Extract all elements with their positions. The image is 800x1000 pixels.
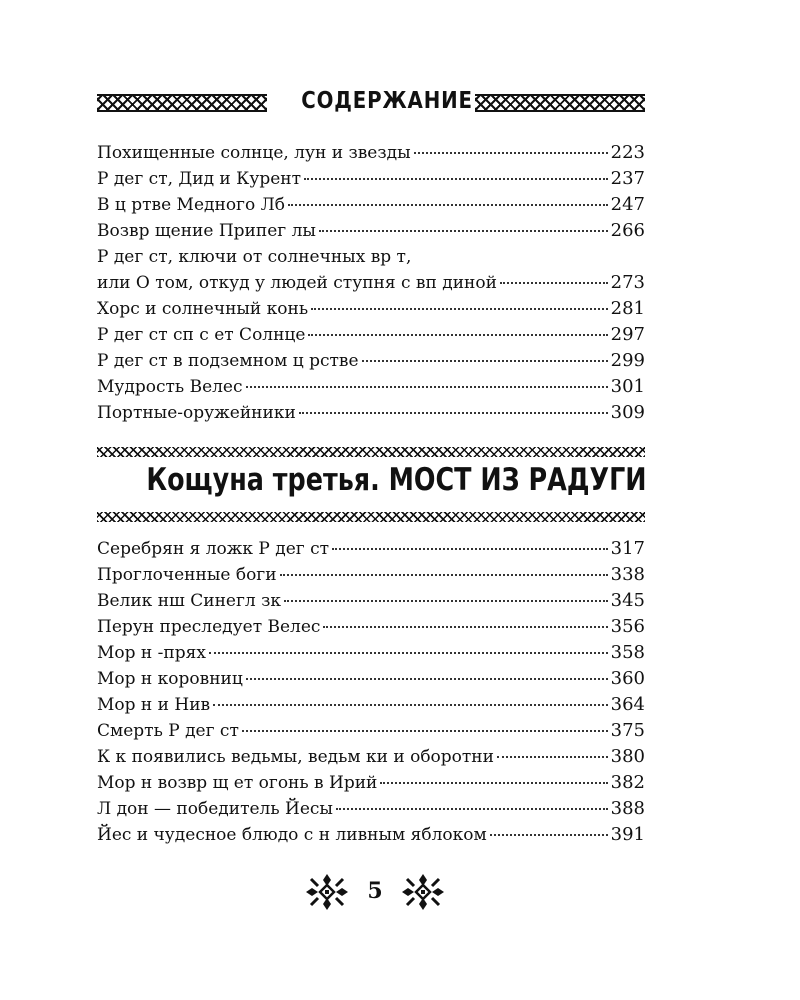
dot-leader [323,626,607,628]
toc-entry[interactable] [97,296,645,322]
dot-leader [299,412,608,414]
dot-leader [414,152,608,154]
toc-section-2 [97,536,645,848]
toc-entry-page: 223 [610,142,645,163]
toc-entry-title: Перун преследует Велес [97,617,321,637]
toc-entry-title: Р дег ст, ключи от солнечных вр т, [97,247,412,267]
dot-leader [280,574,608,576]
dot-leader [209,652,608,654]
toc-entry-title: Л дон — победитель Йесы [97,799,333,819]
dot-leader [242,730,608,732]
toc-entry-page: 360 [610,668,645,689]
toc-entry-page: 299 [610,350,645,371]
dot-leader [311,308,608,310]
toc-entry-page: 380 [610,746,645,767]
toc-entry[interactable] [97,374,645,400]
toc-entry-page: 281 [610,298,645,319]
dot-leader [490,834,608,836]
toc-entry-title: Р дег ст, Дид и Курент [97,169,302,189]
toc-entry-title: Хорс и солнечный конь [97,299,309,319]
toc-entry[interactable] [97,666,645,692]
dot-leader [362,360,608,362]
toc-entry-title: Проглоченные боги [97,565,277,585]
page-title: СОДЕРЖАНИЕ [301,88,473,114]
toc-entry-page: 391 [610,824,645,845]
toc-entry[interactable] [97,270,645,296]
toc-entry-title: Возвр щение Припег лы [97,221,316,241]
toc-entry[interactable] [97,744,645,770]
dot-leader [336,808,608,810]
toc-entry-title: В ц ртве Медного Лб [97,195,286,215]
toc-entry-title: Мудрость Велес [97,377,243,397]
toc-entry-title: Р дег ст сп с ет Солнце [97,325,306,345]
toc-entry-page: 364 [610,694,645,715]
toc-entry[interactable] [97,822,645,848]
toc-entry[interactable] [97,348,645,374]
dot-leader [284,600,608,602]
toc-entry-title: Смерть Р дег ст [97,721,239,741]
toc-entry-page: 388 [610,798,645,819]
dot-leader [380,782,607,784]
toc-entry-page: 237 [610,168,645,189]
dot-leader [213,704,608,706]
toc-entry-title: Мор н возвр щ ет огонь в Ирий [97,773,378,793]
toc-entry-title: Велик нш Синегл зк [97,591,281,611]
toc-entry-title: Похищенные солнце, лун и звезды [97,143,411,163]
toc-entry[interactable] [97,244,645,270]
toc-entry[interactable] [97,692,645,718]
toc-entry-page: 266 [610,220,645,241]
ornament-icon-right [402,874,444,910]
toc-entry-title: Серебрян я ложк Р дег ст [97,539,330,559]
toc-entry-page: 247 [610,194,645,215]
toc-entry[interactable] [97,640,645,666]
toc-entry-title: Йес и чудесное блюдо с н ливным яблоком [97,825,487,845]
toc-entry[interactable] [97,192,645,218]
dot-leader [319,230,608,232]
toc-entry[interactable] [97,796,645,822]
toc-entry-page: 375 [610,720,645,741]
toc-entry-title: Мор н коровниц [97,669,243,689]
section-divider-top [97,447,645,457]
section-title: Кощуна третья. МОСТ ИЗ РАДУГИ [146,462,647,498]
toc-entry-page: 301 [610,376,645,397]
toc-entry[interactable] [97,718,645,744]
dot-leader [246,678,608,680]
toc-entry-title: Мор н -прях [97,643,206,663]
toc-section-1 [97,140,645,426]
toc-entry[interactable] [97,614,645,640]
toc-entry-page: 309 [610,402,645,423]
dot-leader [497,756,608,758]
header-ornament-left [97,94,267,112]
toc-entry[interactable] [97,562,645,588]
toc-entry-page: 317 [610,538,645,559]
toc-entry-page: 345 [610,590,645,611]
toc-entry-page: 273 [610,272,645,293]
toc-entry-title: или О том, откуд у людей ступня с вп диной [97,273,497,293]
toc-entry[interactable] [97,400,645,426]
header-ornament-right [475,94,645,112]
toc-entry-title: Мор н и Нив [97,695,211,715]
toc-entry[interactable] [97,166,645,192]
section-divider-bottom [97,512,645,522]
toc-entry-page: 297 [610,324,645,345]
dot-leader [500,282,608,284]
toc-entry[interactable] [97,322,645,348]
dot-leader [332,548,608,550]
dot-leader [304,178,608,180]
toc-entry-page: 382 [610,772,645,793]
toc-entry[interactable] [97,536,645,562]
toc-entry[interactable] [97,218,645,244]
toc-entry-page: 356 [610,616,645,637]
dot-leader [308,334,607,336]
toc-entry-page: 338 [610,564,645,585]
dot-leader [246,386,608,388]
toc-entry-title: К к появились ведьмы, ведьм ки и оборотни [97,747,494,767]
toc-entry[interactable] [97,588,645,614]
toc-entry[interactable] [97,140,645,166]
toc-entry-page: 358 [610,642,645,663]
toc-entry-title: Р дег ст в подземном ц рстве [97,351,359,371]
dot-leader [288,204,608,206]
page-footer [300,872,450,912]
page-number: 5 [367,878,383,904]
toc-entry[interactable] [97,770,645,796]
toc-entry-title: Портные-оружейники [97,403,296,423]
